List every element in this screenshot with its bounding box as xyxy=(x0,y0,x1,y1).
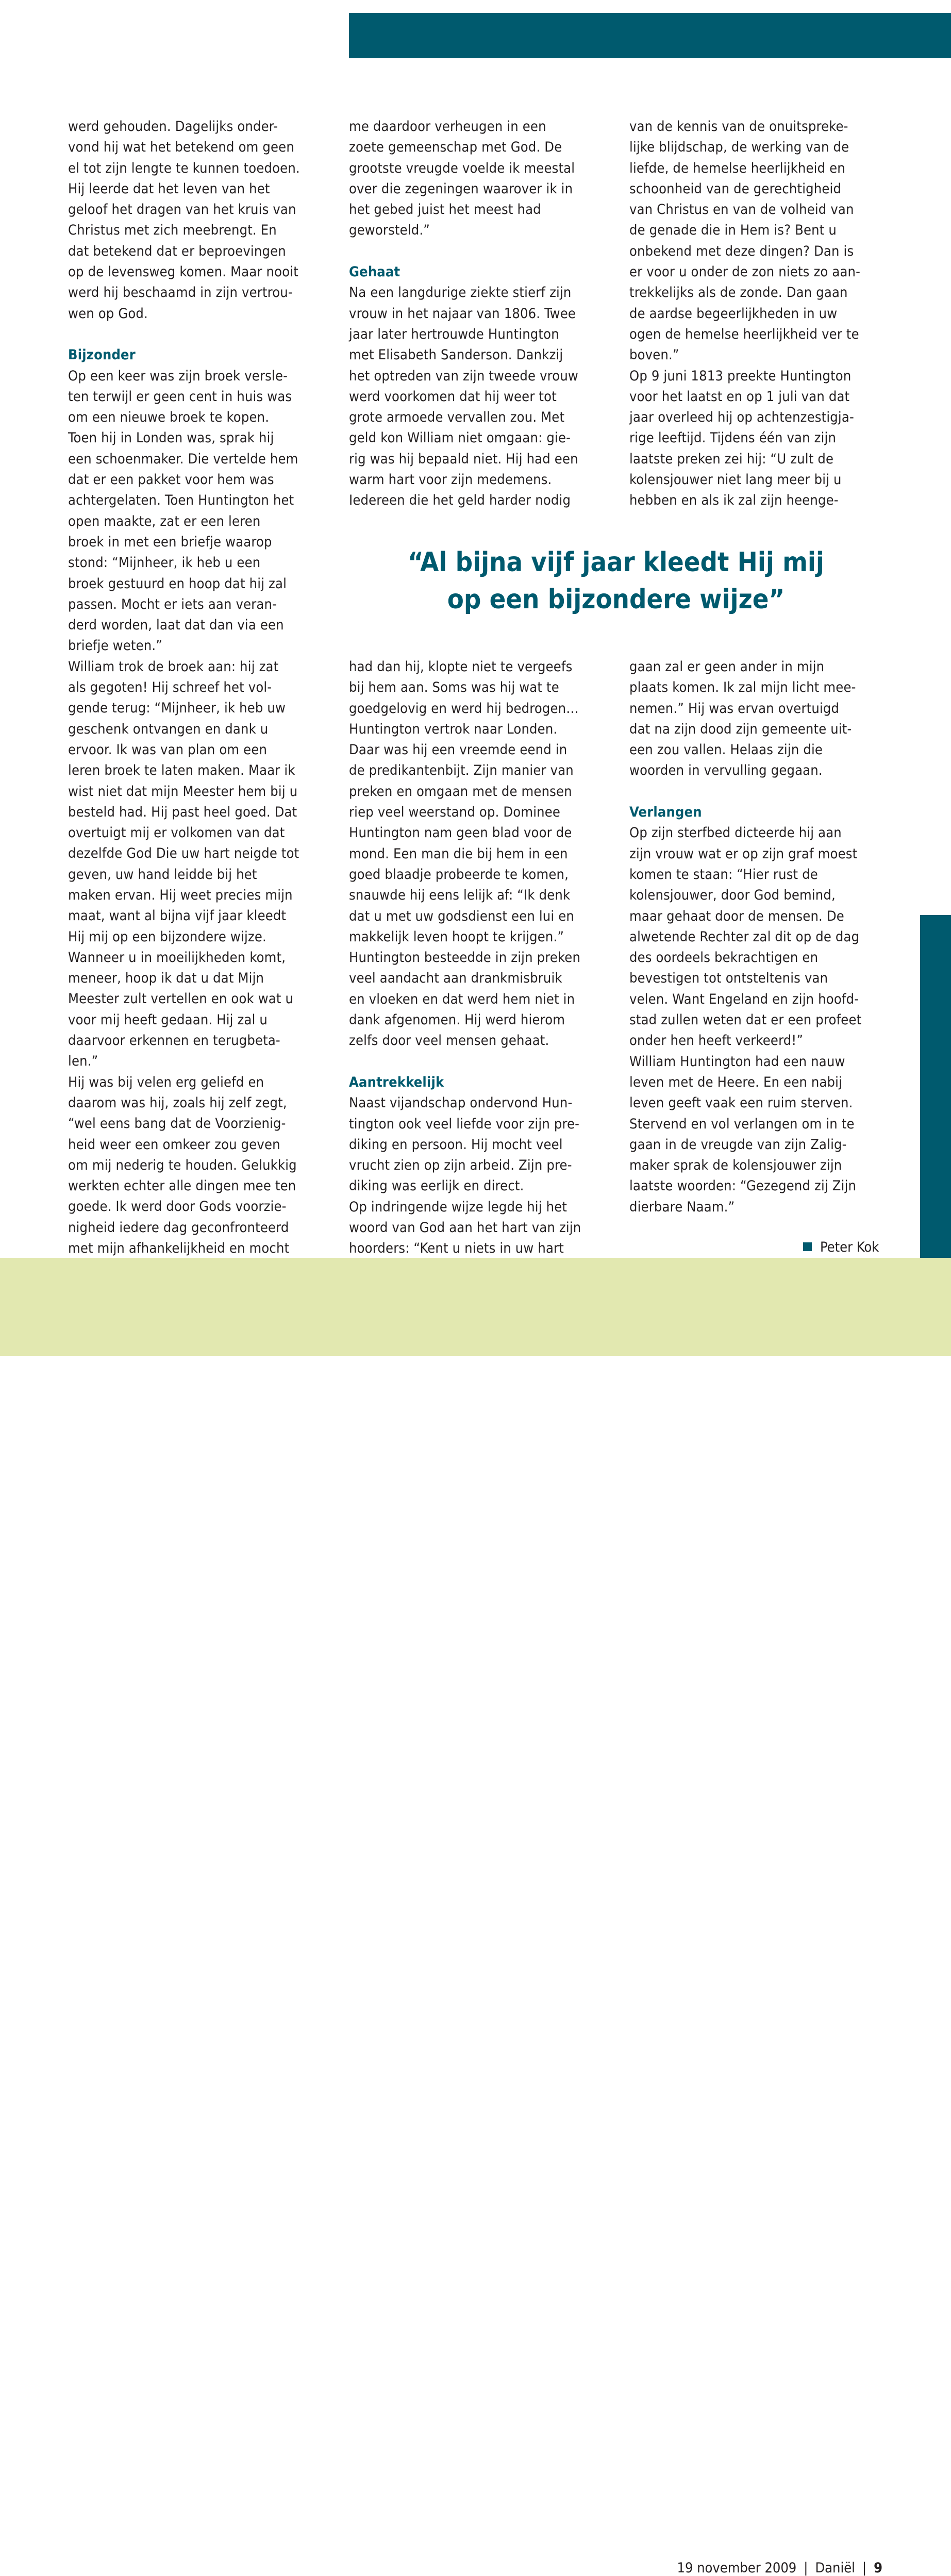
text-line: een schoenmaker. Die vertelde hem xyxy=(68,451,298,467)
text-line: kolensjouwer, door God bemind, xyxy=(629,887,836,904)
text-line: maken ervan. Hij weet precies mijn xyxy=(68,887,293,903)
text-line: om mij nederig te houden. Gelukkig xyxy=(68,1157,297,1173)
text-line: bij hem aan. Soms was hij wat te xyxy=(349,679,559,696)
text-line: Meester zult vertellen en ook wat u xyxy=(68,991,294,1007)
text-line: Hij was bij velen erg geliefd en xyxy=(68,1074,264,1090)
text-line: broek in met een briefje waarop xyxy=(68,534,272,550)
text-line: rige leeftijd. Tijdens één van zijn xyxy=(629,430,837,446)
text-line: el tot zijn lengte te kunnen toedoen. xyxy=(68,160,300,176)
text-line: werd voorkomen dat hij weer tot xyxy=(349,388,557,405)
text-line: zelfs door veel mensen gehaat. xyxy=(349,1033,549,1049)
text-line: makkelijk leven hoopt te krijgen.” xyxy=(349,928,564,945)
text-line: van Christus en van de volheid van xyxy=(629,202,854,218)
text-line: er voor u onder de zon niets zo aan- xyxy=(629,264,861,280)
text-line: zijn vrouw wat er op zijn graf moest xyxy=(629,845,858,862)
text-line: dat er een pakket voor hem was xyxy=(68,472,274,488)
column-3-top xyxy=(629,117,887,511)
text-line: liefde, de hemelse heerlijkheid en xyxy=(629,160,845,176)
text-line: Huntington vertrok naar Londen. xyxy=(349,721,558,737)
footer-band xyxy=(0,1258,951,2576)
pull-quote-line: “Al bijna vijf jaar kleedt Hij mij xyxy=(408,547,824,578)
section-heading: Gehaat xyxy=(349,264,401,280)
text-line: maker sprak de kolensjouwer zijn xyxy=(629,1157,842,1174)
text-line: en vloeken en dat werd hem niet in xyxy=(349,991,575,1007)
text-line: Op zijn sterfbed dicteerde hij aan xyxy=(629,825,842,841)
text-line: werkten echter alle dingen mee ten xyxy=(68,1178,296,1194)
text-line: meneer, hoop ik dat u dat Mijn xyxy=(68,970,264,987)
text-line: voor mij heeft gedaan. Hij zal u xyxy=(68,1011,268,1028)
side-color-bar xyxy=(920,915,951,1258)
text-line: de aardse begeerlijkheden in uw xyxy=(629,305,838,322)
text-line: derd worden, laat dat dan via een xyxy=(68,617,284,634)
column-1 xyxy=(68,117,326,1259)
text-line: trekkelijks als de zonde. Dan gaan xyxy=(629,285,848,301)
text-line: vrucht zien op zijn arbeid. Zijn pre- xyxy=(349,1157,572,1174)
text-line: besteld had. Hij past heel goed. Dat xyxy=(68,804,297,820)
pull-quote-line: op een bijzondere wijze” xyxy=(447,584,785,615)
paragraph-gap xyxy=(349,1052,607,1072)
text-line: gaan zal er geen ander in mijn xyxy=(629,659,825,675)
column-3-bottom xyxy=(629,657,887,1218)
text-line: me daardoor verheugen in een xyxy=(349,119,546,135)
text-line: een zou vallen. Helaas zijn die xyxy=(629,742,823,758)
text-line: gaan in de vreugde van zijn Zalig- xyxy=(629,1136,847,1153)
text-line: grootste vreugde voelde ik meestal xyxy=(349,160,575,176)
text-line: dezelfde God Die uw hart neigde tot xyxy=(68,845,299,862)
text-line: William Huntington had een nauw xyxy=(629,1053,845,1070)
text-line: bevestigen tot ontsteltenis van xyxy=(629,970,828,987)
text-line: Stervend en vol verlangen om in te xyxy=(629,1116,855,1132)
text-line: dat betekend dat er beproevingen xyxy=(68,243,286,259)
author-name: Peter Kok xyxy=(820,1239,879,1255)
text-line: heid weer een omkeer zou geven xyxy=(68,1136,280,1153)
column-2-top xyxy=(349,117,607,511)
text-line: dank afgenomen. Hij werd hierom xyxy=(349,1012,565,1028)
text-line: wist niet dat mijn Meester hem bij u xyxy=(68,783,298,800)
text-line: onder hen heeft verkeerd!” xyxy=(629,1033,804,1049)
text-line: vond hij wat het betekend om geen xyxy=(68,139,294,156)
text-line: lijke blijdschap, de werking van de xyxy=(629,139,849,156)
section-heading: Bijzonder xyxy=(68,347,136,363)
text-line: op de levensweg komen. Maar nooit xyxy=(68,264,298,280)
text-line: om een nieuwe broek te kopen. xyxy=(68,409,270,426)
text-line: hoorders: “Kent u niets in uw hart xyxy=(349,1240,564,1257)
text-line: Wanneer u in moeilijkheden komt, xyxy=(68,949,286,966)
paragraph-gap xyxy=(629,782,887,802)
text-line: stad zullen weten dat er een profeet xyxy=(629,1012,862,1028)
text-line: velen. Want Engeland en zijn hoofd- xyxy=(629,991,859,1007)
paragraph-gap xyxy=(68,324,326,345)
author-byline xyxy=(803,1239,879,1255)
text-line: Op een keer was zijn broek versle- xyxy=(68,368,288,384)
text-line: alwetende Rechter zal dit op de dag xyxy=(629,928,860,945)
paragraph-gap xyxy=(349,241,607,262)
text-line: jaar later hertrouwde Huntington xyxy=(349,326,559,342)
text-line: goedgelovig en werd hij bedrogen… xyxy=(349,700,579,717)
text-line: des oordeels bekrachtigen en xyxy=(629,950,819,966)
text-line: Hij mij op een bijzondere wijze. xyxy=(68,928,266,945)
section-heading: Verlangen xyxy=(629,804,702,821)
text-line: goed blaadje probeerde te komen, xyxy=(349,866,569,883)
text-line: werd gehouden. Dagelijks onder- xyxy=(68,119,278,135)
text-line: len.” xyxy=(68,1053,98,1070)
text-line: geld kon William niet omgaan: gie- xyxy=(349,430,571,446)
text-line: “wel eens bang dat de Voorzienig- xyxy=(68,1116,286,1132)
text-line: mond. Een man die bij hem in een xyxy=(349,845,568,862)
text-line: ervoor. Ik was van plan om een xyxy=(68,741,268,758)
text-line: voor het laatst en op 1 juli van dat xyxy=(629,388,850,405)
text-line: boven.” xyxy=(629,347,679,363)
text-line: Na een langdurige ziekte stierf zijn xyxy=(349,285,572,301)
text-line: geven, uw hand leidde bij het xyxy=(68,866,257,883)
text-line: dat u met uw godsdienst een lui en xyxy=(349,908,575,924)
text-line: daarvoor erkennen en terugbeta- xyxy=(68,1033,280,1049)
text-line: warm hart voor zijn medemens. xyxy=(349,472,552,488)
text-line: snauwde hij eens lelijk af: “Ik denk xyxy=(349,887,571,904)
text-line: laatste preken zei hij: “U zult de xyxy=(629,451,834,467)
text-line: met Elisabeth Sanderson. Dankzij xyxy=(349,347,563,363)
text-line: daarom was hij, zoals hij zelf zegt, xyxy=(68,1094,287,1111)
separator: | xyxy=(804,2560,808,2576)
text-line: dat na zijn dood zijn gemeente uit- xyxy=(629,721,852,737)
text-line: goede. Ik werd door Gods voorzie- xyxy=(68,1199,287,1215)
text-line: nigheid iedere dag geconfronteerd xyxy=(68,1219,289,1236)
text-line: preken en omgaan met de mensen xyxy=(349,783,572,800)
text-line: rig was hij bepaald niet. Hij had een xyxy=(349,451,578,467)
column-2-bottom xyxy=(349,657,607,1259)
text-line: onbekend met deze dingen? Dan is xyxy=(629,243,854,259)
text-line: geschenk ontvangen en dank u xyxy=(68,721,269,737)
square-bullet-icon xyxy=(803,1242,812,1251)
issue-date: 19 november 2009 xyxy=(677,2560,797,2576)
text-line: dierbare Naam.” xyxy=(629,1199,735,1215)
text-line: over die zegeningen waarover ik in xyxy=(349,180,573,197)
text-line: hebben en als ik zal zijn heenge- xyxy=(629,492,839,509)
publication-name: Daniël xyxy=(815,2560,855,2576)
text-line: het optreden van zijn tweede vrouw xyxy=(349,368,578,384)
text-line: als gegoten! Hij schreef het vol- xyxy=(68,679,272,696)
header-color-bar xyxy=(349,13,951,58)
section-heading: Aantrekkelijk xyxy=(349,1074,444,1090)
text-line: grote armoede vervallen zou. Met xyxy=(349,409,565,426)
page-number: 9 xyxy=(874,2560,882,2576)
text-line: jaar overleed hij op achtenzestigja- xyxy=(629,409,854,426)
text-line: Daar was hij een vreemde eend in xyxy=(349,742,568,758)
text-line: de predikantenbijt. Zijn manier van xyxy=(349,762,574,779)
separator: | xyxy=(862,2560,867,2576)
text-line: leren broek te laten maken. Maar ik xyxy=(68,762,295,779)
text-line: achtergelaten. Toen Huntington het xyxy=(68,492,294,509)
text-line: Op 9 juni 1813 preekte Huntington xyxy=(629,368,852,384)
text-line: Toen hij in Londen was, sprak hij xyxy=(68,430,274,446)
text-line: geloof het dragen van het kruis van xyxy=(68,202,296,218)
text-line: had dan hij, klopte niet te vergeefs xyxy=(349,659,573,675)
text-line: veel aandacht aan drankmisbruik xyxy=(349,970,562,987)
text-line: maat, want al bijna vijf jaar kleedt xyxy=(68,908,287,924)
text-line: Op indringende wijze legde hij het xyxy=(349,1199,568,1215)
text-line: tington ook veel liefde voor zijn pre- xyxy=(349,1116,580,1132)
text-line: nemen.” Hij was ervan overtuigd xyxy=(629,700,840,717)
page-footer xyxy=(677,2560,882,2576)
text-line: Hij leerde dat het leven van het xyxy=(68,180,270,197)
text-line: geworsteld.” xyxy=(349,222,430,239)
pull-quote xyxy=(309,544,923,618)
text-line: passen. Mocht er iets aan veran- xyxy=(68,596,277,612)
text-line: zoete gemeenschap met God. De xyxy=(349,139,562,156)
text-line: ten terwijl er geen cent in huis was xyxy=(68,388,292,405)
text-line: ogen de hemelse heerlijkheid ver te xyxy=(629,326,859,342)
text-line: Huntington nam geen blad voor de xyxy=(349,825,572,841)
text-line: woord van God aan het hart van zijn xyxy=(349,1220,581,1236)
text-line: diking en persoon. Hij mocht veel xyxy=(349,1136,563,1153)
text-line: leven geeft vaak een ruim sterven. xyxy=(629,1095,853,1111)
text-line: maar gehaat door de mensen. De xyxy=(629,908,844,924)
text-line: van de kennis van de onuitspreke- xyxy=(629,119,848,135)
text-line: met mijn afhankelijkheid en mocht xyxy=(68,1240,290,1257)
text-line: werd hij beschaamd in zijn vertrou- xyxy=(68,285,293,301)
text-line: laatste woorden: “Gezegend zij Zijn xyxy=(629,1178,857,1194)
text-line: wen op God. xyxy=(68,305,148,322)
text-line: gende terug: “Mijnheer, ik heb uw xyxy=(68,700,286,717)
text-line: vrouw in het najaar van 1806. Twee xyxy=(349,305,576,322)
text-line: kolensjouwer niet lang meer bij u xyxy=(629,472,842,488)
text-line: stond: “Mijnheer, ik heb u een xyxy=(68,555,261,571)
text-line: Naast vijandschap ondervond Hun- xyxy=(349,1095,573,1111)
text-line: open maakte, zat er een leren xyxy=(68,513,261,529)
text-line: broek gestuurd en hoop dat hij zal xyxy=(68,575,287,592)
text-line: leven met de Heere. En een nabij xyxy=(629,1074,843,1090)
text-line: schoonheid van de gerechtigheid xyxy=(629,180,842,197)
text-line: de genade die in Hem is? Bent u xyxy=(629,222,837,239)
text-line: Christus met zich meebrengt. En xyxy=(68,222,277,239)
text-line: komen te staan: “Hier rust de xyxy=(629,866,818,883)
text-line: plaats komen. Ik zal mijn licht mee- xyxy=(629,679,856,696)
text-line: riep veel weerstand op. Dominee xyxy=(349,804,561,821)
text-line: William trok de broek aan: hij zat xyxy=(68,658,279,675)
text-line: Huntington besteedde in zijn preken xyxy=(349,950,581,966)
text-line: overtuigt mij er volkomen van dat xyxy=(68,825,285,841)
text-line: diking was eerlijk en direct. xyxy=(349,1178,524,1194)
text-line: Iedereen die het geld harder nodig xyxy=(349,492,571,509)
text-line: het gebed juist het meest had xyxy=(349,202,541,218)
text-line: woorden in vervulling gegaan. xyxy=(629,762,823,779)
text-line: briefje weten.” xyxy=(68,638,163,654)
